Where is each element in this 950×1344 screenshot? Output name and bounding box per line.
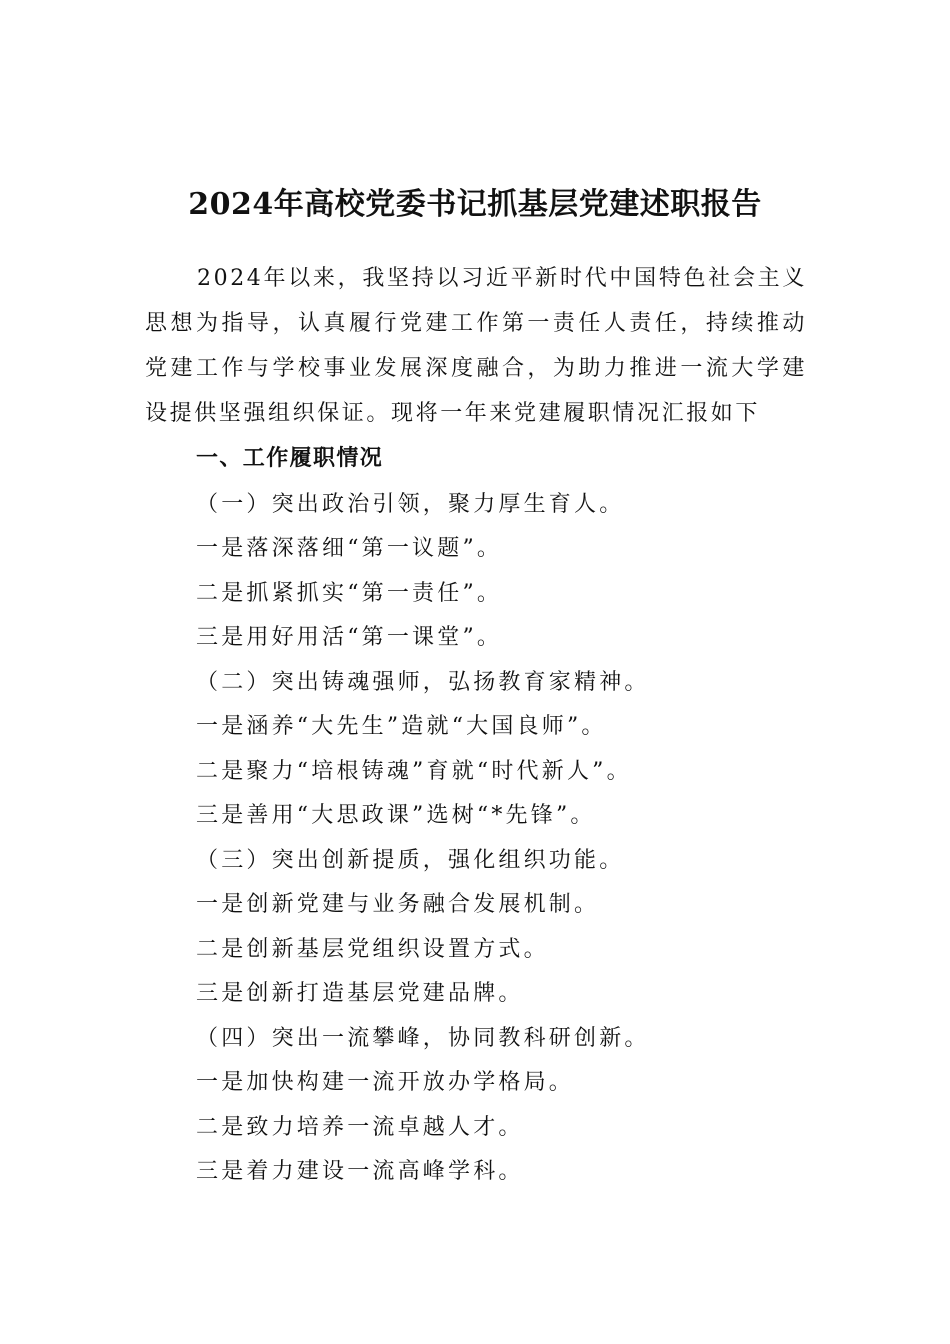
subsection-4-item-3: 三是着力建设一流高峰学科。 bbox=[196, 1159, 524, 1184]
subsection-1-item-1: 一是落深落细“第一议题”。 bbox=[196, 536, 503, 561]
section-heading: 一、工作履职情况 bbox=[196, 446, 384, 471]
subsection-4-item-2: 二是致力培养一流卓越人才。 bbox=[196, 1115, 524, 1140]
subsection-2-item-2: 二是聚力“培根铸魂”育就“时代新人”。 bbox=[196, 759, 632, 784]
subsection-heading-1: （一）突出政治引领，聚力厚生育人。 bbox=[196, 492, 625, 517]
subsection-heading-3: （三）突出创新提质，强化组织功能。 bbox=[196, 848, 625, 873]
subsection-4-item-1: 一是加快构建一流开放办学格局。 bbox=[196, 1070, 575, 1095]
subsection-1-item-3: 三是用好用活“第一课堂”。 bbox=[196, 625, 503, 650]
intro-paragraph: 2024年以来，我坚持以习近平新时代中国特色社会主义思想为指导，认真履行党建工作第一责任人责任，持续推动党建工作与学校事业发展深度融合，为助力推进一流大学建设提供坚强组织保证。现将一年来党建履职情况汇报如下 bbox=[145, 266, 807, 426]
subsection-3-item-3: 三是创新打造基层党建品牌。 bbox=[196, 981, 524, 1006]
subsection-3-item-2: 二是创新基层党组织设置方式。 bbox=[196, 937, 549, 962]
subsection-heading-2: （二）突出铸魂强师，弘扬教育家精神。 bbox=[196, 670, 650, 695]
document-title: 2024年高校党委书记抓基层党建述职报告 bbox=[188, 187, 762, 223]
subsection-heading-4: （四）突出一流攀峰，协同教科研创新。 bbox=[196, 1026, 650, 1051]
subsection-3-item-1: 一是创新党建与业务融合发展机制。 bbox=[196, 892, 600, 917]
subsection-1-item-2: 二是抓紧抓实“第一责任”。 bbox=[196, 581, 503, 606]
subsection-2-item-3: 三是善用“大思政课”选树“*先锋”。 bbox=[196, 803, 596, 828]
subsection-2-item-1: 一是涵养“大先生”造就“大国良师”。 bbox=[196, 714, 607, 739]
